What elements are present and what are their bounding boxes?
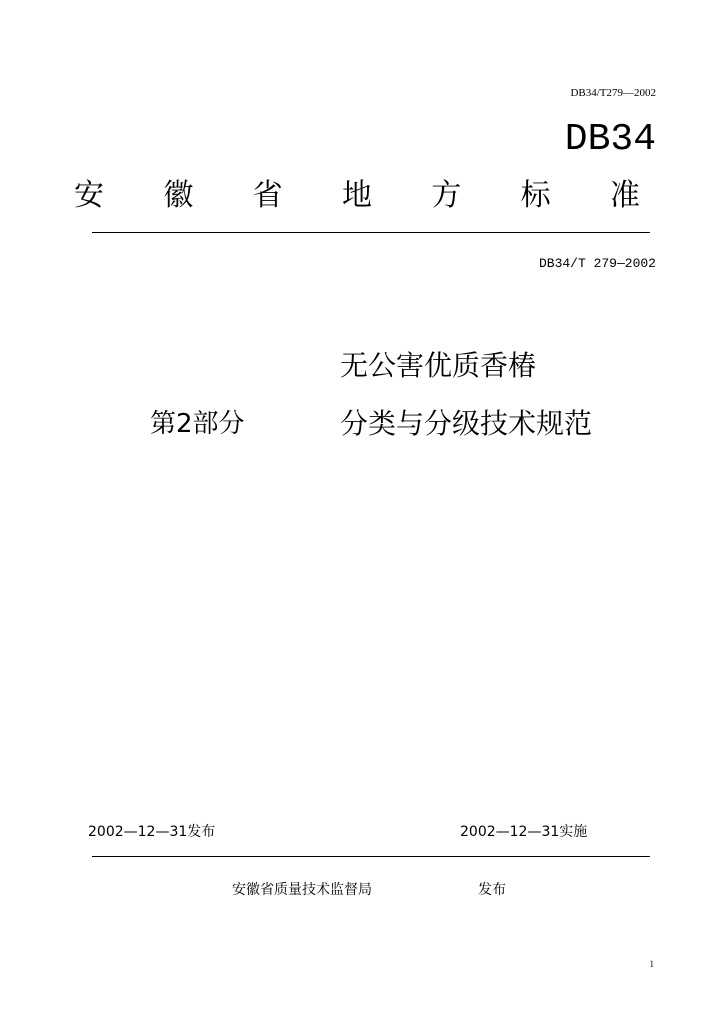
standard-title-char: 准	[609, 178, 640, 213]
standard-title-char: 方	[431, 178, 462, 213]
standard-code-large: DB34	[564, 118, 656, 161]
standard-title-char: 徽	[163, 178, 194, 213]
standard-title	[74, 176, 640, 216]
header-code-small: DB34/T279—2002	[570, 87, 656, 99]
document-subtitle: 分类与分级技术规范	[340, 407, 593, 440]
page-number: 1	[649, 959, 654, 969]
implementation-date: 2002—12—31实施	[460, 824, 588, 840]
issuing-action: 发布	[478, 882, 506, 898]
standard-title-char: 省	[252, 178, 283, 213]
bottom-divider	[92, 856, 650, 857]
issuing-authority: 安徽省质量技术监督局	[232, 882, 372, 898]
standard-title-char: 地	[341, 178, 372, 213]
standard-title-char: 标	[520, 178, 551, 213]
part-label: 第2部分	[150, 409, 245, 439]
document-title: 无公害优质香椿	[340, 349, 537, 382]
standard-number: DB34/T 279—2002	[538, 256, 656, 271]
issue-date: 2002—12—31发布	[88, 824, 216, 840]
standard-title-char: 安	[74, 178, 104, 213]
top-divider	[92, 232, 650, 233]
